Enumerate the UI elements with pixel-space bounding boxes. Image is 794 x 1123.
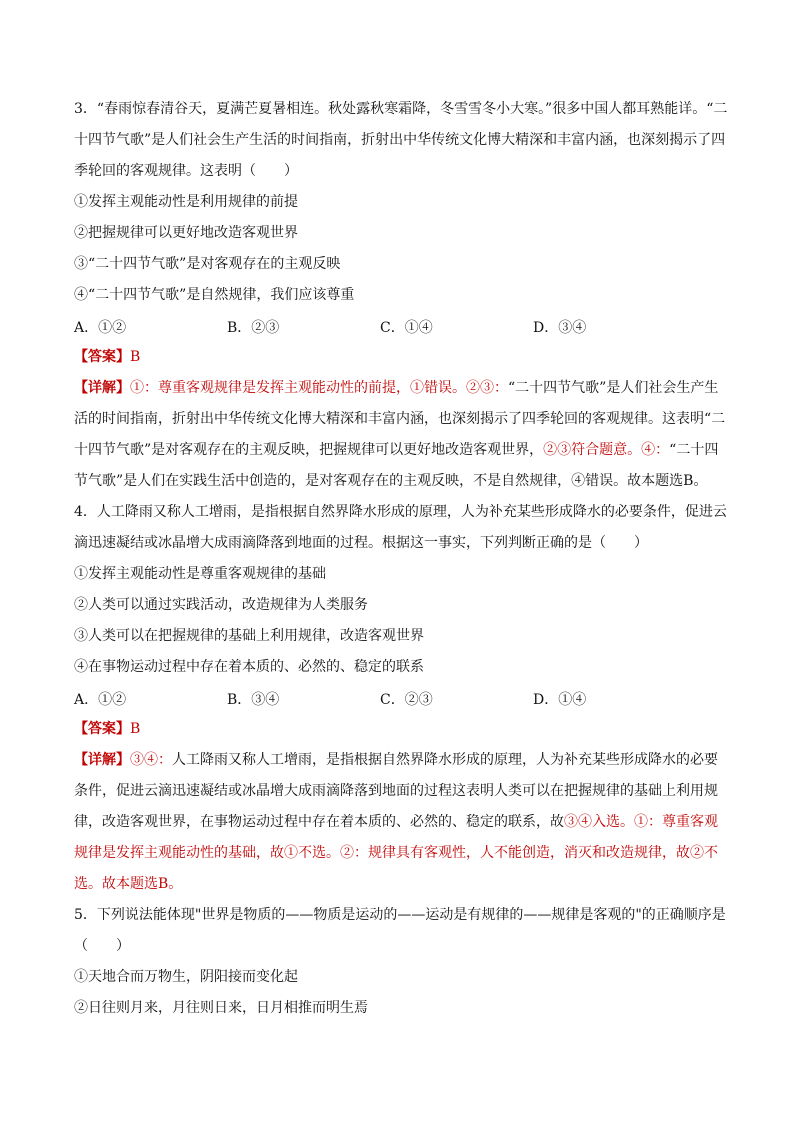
option-d: D．①④ xyxy=(533,691,587,708)
detail-red-1: ①：尊重客观规律是发挥主观能动性的前提，①错误。②③： xyxy=(130,380,508,396)
detail-text-1: “二十四节气歌”是人们社会生产生活的时间指南，折射出中华传统文化博大精深和丰富内涵，也深刻揭示了四季轮回的客观规律。这表明“二十四节气歌”是对客观存在的主观反映，把握规律可以更好地改造客观世界， xyxy=(74,380,726,458)
question-3-stem: 3．“春雨惊春清谷天，夏满芒夏暑相连。秋处露秋寒霜降，冬雪雪冬小大寒。”很多中国人都耳熟能详。“二十四节气歌”是人们社会生产生活的时间指南，折射出中华传统文化博大精深和丰富内涵，也深刻揭示了四季轮回的客观规律。这表明（ ） xyxy=(74,101,728,179)
question-3-item-3: ③“二十四节气歌”是对客观存在的主观反映 xyxy=(74,256,341,272)
question-3-item-2: ②把握规律可以更好地改造客观世界 xyxy=(74,225,298,241)
question-3-item-1: ①发挥主观能动性是利用规律的前提 xyxy=(74,194,298,210)
question-3-item-4: ④“二十四节气歌”是自然规律，我们应该尊重 xyxy=(74,287,355,303)
question-3-answer xyxy=(74,342,728,373)
question-4-stem: 4．人工降雨又称人工增雨，是指根据自然界降水形成的原理，人为补充某些形成降水的必要条件，促进云滴迅速凝结或冰晶增大成雨滴降落到地面的过程。根据这一事实，下列判断正确的是（ ） xyxy=(74,504,727,551)
question-3-options xyxy=(74,311,728,342)
detail-label: 【详解】 xyxy=(74,752,130,768)
option-b: B．②③ xyxy=(227,319,280,336)
page-content xyxy=(74,94,728,1024)
option-c: C．①④ xyxy=(380,319,433,336)
detail-text-2: “二十四节气歌”是人们在实践生活中创造的，是对客观存在的主观反映，不是自然规律，④错误。故本题选B。 xyxy=(74,442,719,489)
question-4-item-2: ②人类可以通过实践活动，改造规律为人类服务 xyxy=(74,597,368,613)
detail-red-1: ③④： xyxy=(130,752,172,768)
detail-label: 【详解】 xyxy=(74,380,130,396)
answer-value: B xyxy=(130,721,141,737)
answer-value: B xyxy=(130,349,141,365)
question-3-detail xyxy=(74,373,728,497)
detail-text-1: 人工降雨又称人工增雨，是指根据自然界降水形成的原理，人为补充某些形成降水的必要条件，促进云滴迅速凝结或冰晶增大成雨滴降落到地面的过程这表明人类可以在把握规律的基础上利用规律，改造客观世界，在事物运动过程中存在着本质的、必然的、稳定的联系，故 xyxy=(74,752,718,830)
question-5-item-2: ②日往则月来，月往则日来，日月相推而明生焉 xyxy=(74,1000,368,1016)
option-c: C．②③ xyxy=(380,691,433,708)
question-4-item-1: ①发挥主观能动性是尊重客观规律的基础 xyxy=(74,566,326,582)
question-4-item-3: ③人类可以在把握规律的基础上利用规律，改造客观世界 xyxy=(74,628,424,644)
option-a: A．①② xyxy=(74,319,127,336)
detail-red-2: ③④入选。①：尊重客观规律是发挥主观能动性的基础，故①不选。②：规律具有客观性，人不能创造，消灭和改造规律，故②不选。故本题选B。 xyxy=(74,814,718,892)
option-a: A．①② xyxy=(74,691,127,708)
question-4-options xyxy=(74,683,728,714)
option-d: D．③④ xyxy=(533,319,587,336)
answer-label: 【答案】 xyxy=(74,349,130,365)
question-4-answer xyxy=(74,714,728,745)
question-5-stem: 5．下列说法能体现"世界是物质的——物质是运动的——运动是有规律的——规律是客观的"的正确顺序是（ ） xyxy=(74,907,726,954)
question-5-item-1: ①天地合而万物生，阴阳接而变化起 xyxy=(74,969,298,985)
detail-red-2: ②③符合题意。④： xyxy=(543,442,670,458)
answer-label: 【答案】 xyxy=(74,721,130,737)
question-4-item-4: ④在事物运动过程中存在着本质的、必然的、稳定的联系 xyxy=(74,659,424,675)
option-b: B．③④ xyxy=(227,691,280,708)
question-4-detail xyxy=(74,745,728,900)
